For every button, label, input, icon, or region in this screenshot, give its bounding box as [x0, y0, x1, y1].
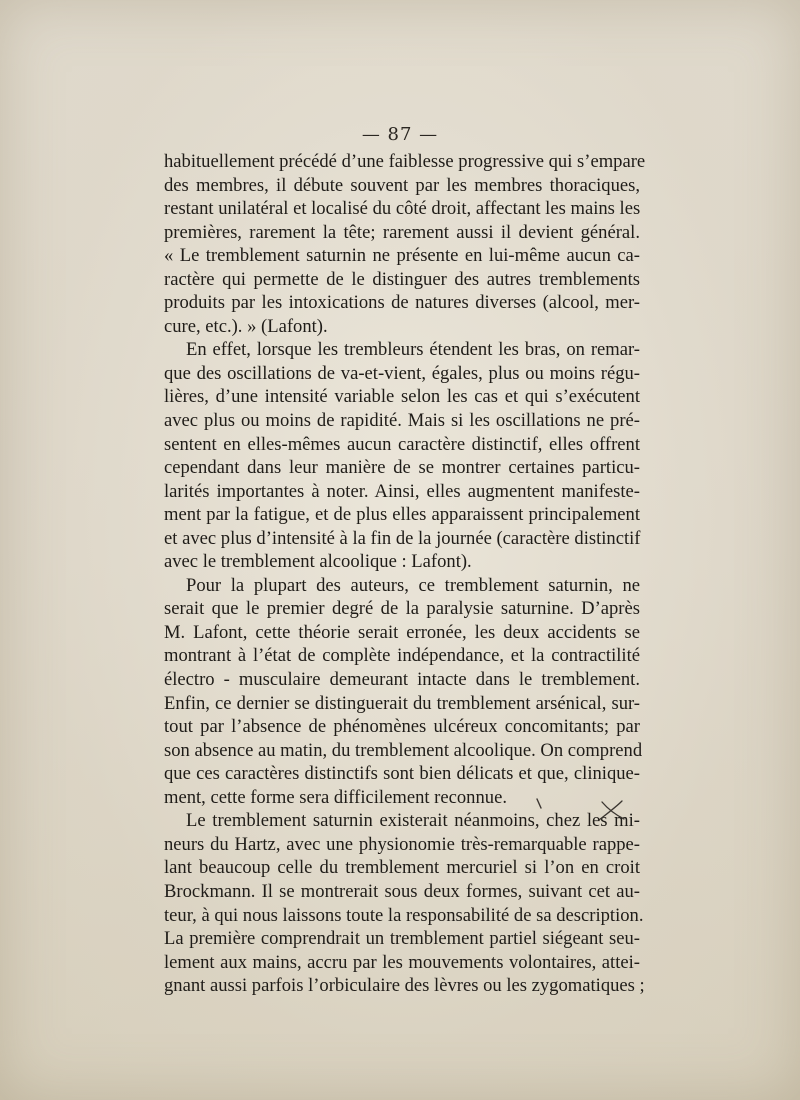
- pencil-cross-mark-icon: [594, 799, 630, 823]
- text-line: Brockmann. Il se montrerait sous deux formes, suivant cet au-: [164, 880, 640, 902]
- text-line: des membres, il débute souvent par les membres thoraciques,: [164, 174, 640, 196]
- pencil-tick-icon: [536, 798, 544, 810]
- text-line: neurs du Hartz, avec une physionomie très-remarquable rappe-: [164, 833, 640, 855]
- text-line: M. Lafont, cette théorie serait erronée, les deux accidents se: [164, 621, 640, 643]
- text-line: En effet, lorsque les trembleurs étendent les bras, on remar-: [186, 339, 640, 361]
- text-line: Le tremblement saturnin existerait néanmoins, chez les mi-: [186, 810, 640, 832]
- text-line: Pour la plupart des auteurs, ce tremblement saturnin, ne: [186, 574, 640, 596]
- text-line: que des oscillations de va-et-vient, égales, plus ou moins régu-: [164, 362, 640, 384]
- text-line: tout par l’absence de phénomènes ulcéreux concomitants; par: [164, 716, 640, 738]
- text-line: Enfin, ce dernier se distinguerait du tremblement arsénical, sur-: [164, 692, 640, 714]
- text-line: son absence au matin, du tremblement alcoolique. On comprend: [164, 739, 643, 761]
- text-line: cependant dans leur manière de se montrer certaines particu-: [164, 457, 640, 479]
- text-line: habituellement précédé d’une faiblesse progressive qui s’empare: [164, 151, 646, 172]
- text-line: gnant aussi parfois l’orbiculaire des lèvres ou les zygomatiques ;: [164, 975, 645, 997]
- text-line: et avec plus d’intensité à la fin de la journée (caractère distinctif: [164, 527, 641, 549]
- text-line: produits par les intoxications de natures diverses (alcool, mer-: [164, 292, 640, 314]
- text-line: ment par la fatigue, et de plus elles apparaissent principalement: [164, 504, 640, 526]
- text-line: avec le tremblement alcoolique : Lafont).: [164, 551, 472, 573]
- text-line: ractère qui permette de le distinguer des autres tremblements: [164, 268, 640, 290]
- text-line: « Le tremblement saturnin ne présente en lui-même aucun ca-: [164, 245, 640, 267]
- text-line: lement aux mains, accru par les mouvements volontaires, attei-: [164, 951, 640, 973]
- text-line: avec plus ou moins de rapidité. Mais si les oscillations ne pré-: [164, 410, 640, 432]
- text-line: premières, rarement la tête; rarement aussi il devient général.: [164, 221, 640, 243]
- text-line: que ces caractères distinctifs sont bien délicats et que, clinique-: [164, 763, 640, 785]
- text-line: La première comprendrait un tremblement partiel siégeant seu-: [164, 928, 640, 950]
- page-number: — 87 —: [361, 124, 439, 145]
- body-text: [164, 150, 646, 998]
- text-line: serait que le premier degré de la paralysie saturnine. D’après: [164, 598, 640, 620]
- text-line: électro - musculaire demeurant intacte dans le tremblement.: [164, 669, 640, 691]
- text-line: sentent en elles-mêmes aucun caractère distinctif, elles offrent: [164, 433, 640, 455]
- text-line: teur, à qui nous laissons toute la responsabilité de sa description.: [164, 904, 644, 926]
- text-line: restant unilatéral et localisé du côté droit, affectant les mains les: [164, 198, 641, 220]
- text-line: ment, cette forme sera difficilement reconnue.: [164, 786, 507, 808]
- text-line: cure, etc.). » (Lafont).: [164, 315, 328, 337]
- text-line: lant beaucoup celle du tremblement mercuriel si l’on en croit: [164, 857, 640, 879]
- text-line: lières, d’une intensité variable selon les cas et qui s’exécutent: [164, 386, 640, 408]
- text-line: larités importantes à noter. Ainsi, elles augmentent manifeste-: [164, 480, 640, 502]
- text-line: montrant à l’état de complète indépendance, et la contractilité: [164, 645, 640, 667]
